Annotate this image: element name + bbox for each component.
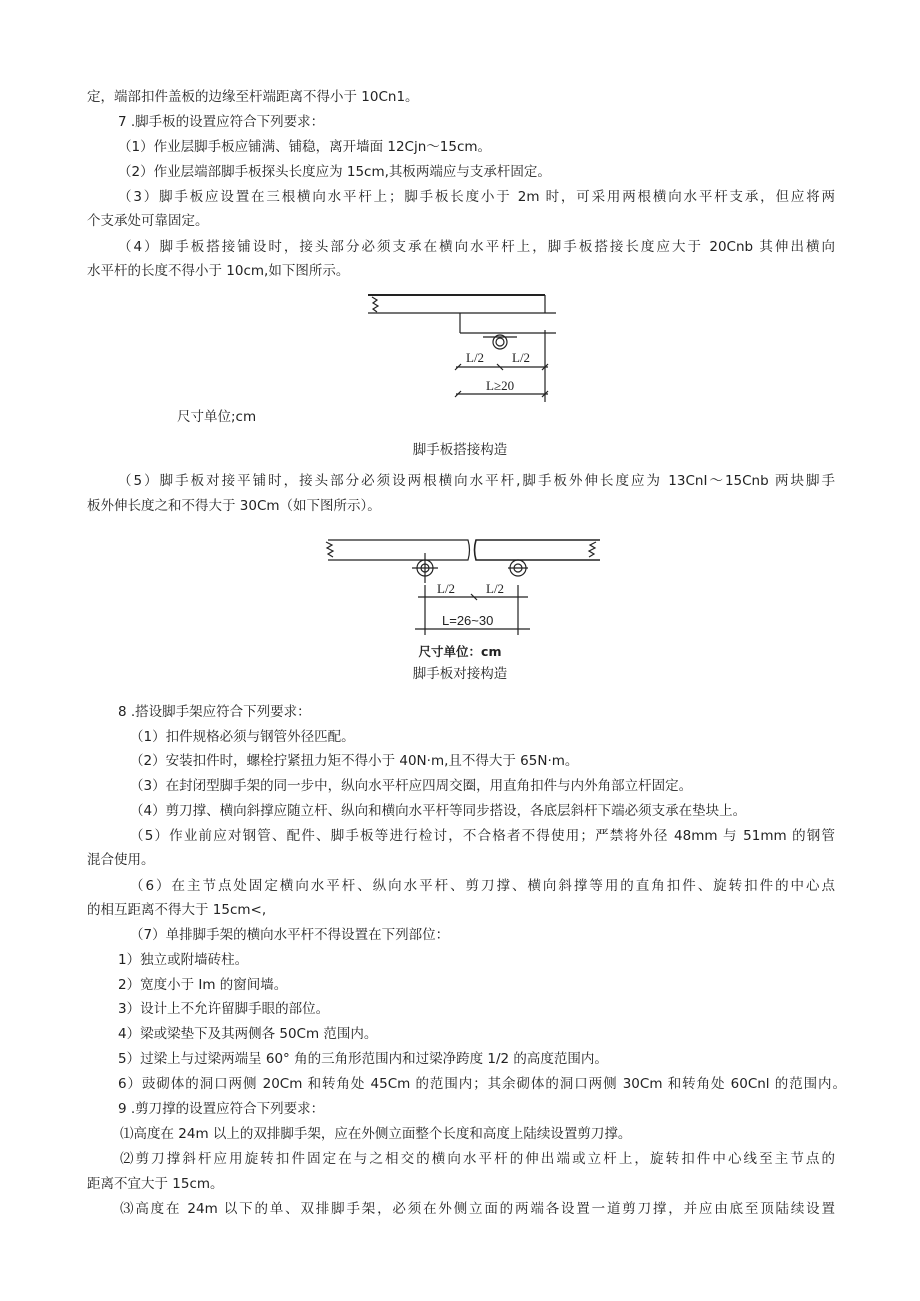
item-8-7-1: 1）独立或附墙砖柱。 <box>118 952 249 968</box>
item-8-5: （5）作业前应对钢管、配件、脚手板等进行检讨，不合格者不得使用；严禁将外径 48mm 与 51mm 的钢管 <box>130 828 835 844</box>
item-7-4-cont: 水平杆的长度不得小于 10cm,如下图所示。 <box>87 263 350 279</box>
item-7-5-cont: 板外伸长度之和不得大于 30Cm（如下图所示）。 <box>87 498 381 514</box>
item-8-5-cont: 混合使用。 <box>87 852 155 868</box>
fig1-half-left: L/2 <box>466 350 485 365</box>
section-7-heading: 7 .脚手板的设置应符合下列要求： <box>118 114 325 130</box>
item-9-2: ⑵剪刀撑斜杆应用旋转扣件固定在与之相交的横向水平杆的伸出端或立杆上，旋转扣件中心线至主节点的 <box>120 1151 835 1167</box>
item-8-7-2: 2）宽度小于 Im 的窗间墙。 <box>118 977 288 993</box>
fig1-half-right: L/2 <box>512 350 531 365</box>
item-9-3: ⑶高度在 24m 以下的单、双排脚手架，必须在外侧立面的两端各设置一道剪刀撑，并应由底至顶陆续设置 <box>120 1201 835 1217</box>
item-9-1: ⑴高度在 24m 以上的双排脚手架，应在外侧立面整个长度和高度上陆续设置剪刀撑。 <box>120 1126 632 1142</box>
item-8-2: （2）安装扣件时，螺栓拧紧扭力矩不得小于 40N·m,且不得大于 65N·m。 <box>130 753 579 769</box>
item-8-6: （6）在主节点处固定横向水平杆、纵向水平杆、剪刀撑、横向斜撑等用的直角扣件、旋转扣件的中心点 <box>130 878 835 894</box>
item-7-1: （1）作业层脚手板应铺满、铺稳，离开墙面 12Cjn～15cm。 <box>118 139 492 155</box>
section-8-heading: 8 .搭设脚手架应符合下列要求： <box>118 704 311 720</box>
item-8-1: （1）扣件规格必须与钢管外径匹配。 <box>130 729 355 745</box>
item-7-3-cont: 个支承处可靠固定。 <box>87 213 209 229</box>
item-8-6-cont: 的相互距离不得大于 15cm<, <box>87 902 267 918</box>
fig1-caption: 脚手板搭接构造 <box>412 442 508 458</box>
fig2-half-right: L/2 <box>486 581 505 596</box>
item-7-5: （5）脚手板对接平铺时，接头部分必须设两根横向水平杆,脚手板外伸长度应为 13CnI～15Cnb 两块脚手 <box>118 473 835 489</box>
item-7-4: （4）脚手板搭接铺设时，接头部分必须支承在横向水平杆上，脚手板搭接长度应大于 20Cnb 其伸出横向 <box>118 239 835 255</box>
paragraph-line: 定，端部扣件盖板的边缘至杆端距离不得小于 10Cn1。 <box>87 89 419 105</box>
item-8-7-4: 4）梁或梁垫下及其两侧各 50Cm 范围内。 <box>118 1026 378 1042</box>
section-9-heading: 9 .剪刀撑的设置应符合下列要求： <box>118 1101 325 1117</box>
item-8-4: （4）剪刀撑、横向斜撑应随立杆、纵向和横向水平杆等同步搭设，各底层斜杆下端必须支承在垫块上。 <box>130 803 747 819</box>
item-8-7-6: 6）豉砌体的洞口两侧 20Cm 和转角处 45Cm 的范围内；其余砌体的洞口两侧 30Cm 和转角处 60Cnl 的范围内。 <box>118 1076 846 1092</box>
lap-joint-diagram <box>368 295 556 402</box>
fig2-unit-note: 尺寸单位：cm <box>418 644 502 659</box>
item-9-2-cont: 距离不宜大于 15cm。 <box>87 1176 224 1192</box>
item-8-7-5: 5）过梁上与过梁两端呈 60° 角的三角形范围内和过梁净跨度 1/2 的高度范围内。 <box>118 1051 608 1067</box>
item-8-7: （7）单排脚手架的横向水平杆不得设置在下列部位： <box>130 927 450 943</box>
item-8-3: （3）在封闭型脚手架的同一步中，纵向水平杆应四周交圈，用直角扣件与内外角部立杆固定。 <box>130 778 693 794</box>
fig2-caption: 脚手板对接构造 <box>412 666 508 682</box>
fig1-unit-note: 尺寸单位;cm <box>177 409 257 425</box>
item-7-2: （2）作业层端部脚手板探头长度应为 15cm,其板两端应与支承杆固定。 <box>118 164 551 180</box>
item-7-3: （3）脚手板应设置在三根横向水平杆上；脚手板长度小于 2m 时，可采用两根横向水平杆支承，但应将两 <box>118 189 835 205</box>
item-8-7-3: 3）设计上不允许留脚手眼的部位。 <box>118 1001 330 1017</box>
fig2-total: L=26~30 <box>442 613 494 628</box>
fig2-half-left: L/2 <box>437 581 456 596</box>
fig1-total: L≥20 <box>486 378 515 393</box>
